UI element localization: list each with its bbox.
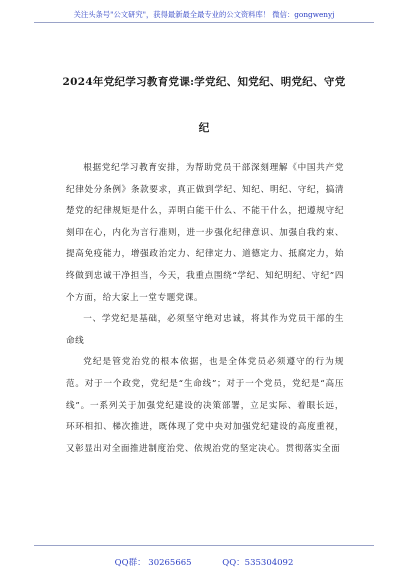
footer-rule	[34, 545, 374, 546]
document-title-continuation: 纪	[198, 122, 210, 134]
document-title: 2024年党纪学习教育党课:学党纪、知党纪、明党纪、守党	[62, 76, 346, 88]
paragraph: 党纪是管党治党的根本依据，也是全体党员必须遵守的行为规范。对于一个政党，党纪是“生命线”；对于一个党员，党纪是“高压线”。一系列关于加强党纪建设的决策部署，立足实际、着眼长远，环环相扣、梯次推进，既体现了党中央对加强党纪建设的高度重视，又彰显出对全面推进制度治党、依规治党的坚定决心。贯彻落实全面	[66, 357, 344, 454]
document-body	[66, 158, 344, 460]
qq-group-number: QQ群： 30265665	[114, 558, 192, 568]
header-note: 关注头条号"公文研究"，获得最新最全最专业的公文资料库！ 微信：gongwenyj	[73, 10, 335, 19]
header-rule	[34, 22, 374, 23]
paragraph: 根据党纪学习教育安排，为帮助党员干部深刻理解《中国共产党纪律处分条例》条款要求，真正做到学纪、知纪、明纪、守纪，搞清楚党的纪律规矩是什么，弄明白能干什么、不能干什么，把遵规守纪刻印在心，内化为言行准则，进一步强化纪律意识、加强自我约束、提高免疫能力，增强政治定力、纪律定力、道德定力、抵腐定力，始终做到忠诚干净担当，今天，我重点围绕“学纪、知纪明纪、守纪”四个方面，给大家上一堂专题党课。	[66, 163, 344, 303]
section-heading: 一、学党纪是基础，必须坚守绝对忠诚，将其作为党员干部的生命线	[66, 314, 344, 346]
footer	[0, 556, 408, 568]
qq-number: QQ：535304092	[222, 558, 294, 568]
